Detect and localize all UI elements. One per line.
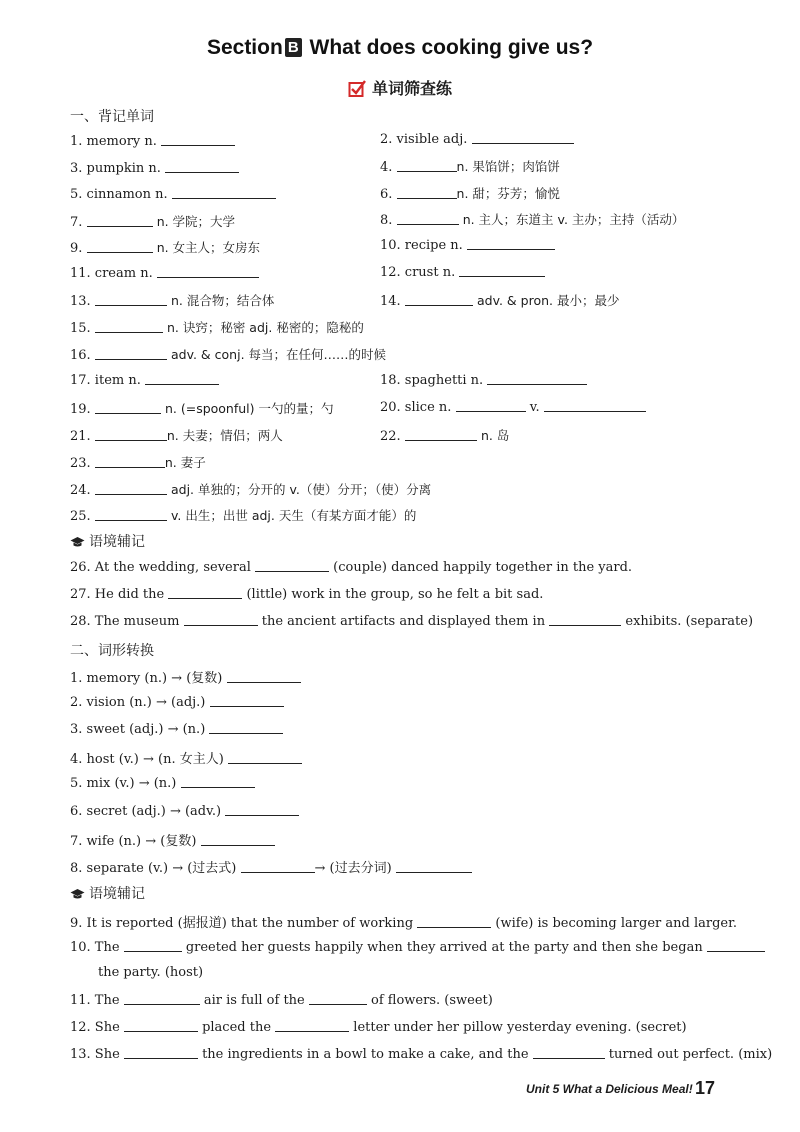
transform-7: 7. wife (n.) → (复数) [70,830,275,849]
item-20: 20. slice n. v. [380,399,646,415]
blank[interactable] [95,455,165,468]
blank[interactable] [467,237,555,250]
graduation-cap-icon [70,888,85,900]
blank[interactable] [209,721,283,734]
transform-8: 8. separate (v.) → (过去式) → (过去分词) [70,857,472,876]
blank[interactable] [309,992,367,1005]
item-2: 2. visible adj. [380,131,574,147]
blank[interactable] [456,399,526,412]
item-17: 17. item n. [70,372,219,388]
blank[interactable] [124,939,182,952]
blank[interactable] [405,293,473,306]
item-4: 4. n. 果馅饼；肉馅饼 [380,159,560,175]
blank[interactable] [124,1046,198,1059]
sentence-10: 10. The greeted her guests happily when they arrived at the party and then she began [70,939,765,955]
transform-5: 5. mix (v.) → (n.) [70,775,255,791]
blank[interactable] [95,320,163,333]
blank[interactable] [459,264,545,277]
sentence-27: 27. He did the (little) work in the group, so he felt a bit sad. [70,587,544,602]
blank[interactable] [168,586,242,599]
graduation-cap-icon [70,536,85,548]
item-21: 21. n. 夫妻；情侣；两人 [70,428,283,444]
blank[interactable] [397,186,457,199]
blank[interactable] [397,159,457,172]
subtitle-text: 单词筛查练 [371,79,452,98]
blank[interactable] [87,240,153,253]
item-19: 19. n. (=spoonful) 一勺的量；勺 [70,401,334,417]
item-3: 3. pumpkin n. [70,160,239,176]
blank[interactable] [417,915,491,928]
blank[interactable] [184,613,258,626]
sentence-28: 28. The museum the ancient artifacts and displayed them in exhibits. (separate) [70,614,754,629]
item-24: 24. adj. 单独的；分开的 v.（使）分开；（使）分离 [70,482,432,498]
page-title [0,36,800,60]
blank[interactable] [227,670,301,683]
checkbox-check-icon [348,80,366,98]
part2-heading: 二、词形转换 [70,643,154,659]
title-prefix: Section [206,36,283,59]
unit-footer: Unit 5 What a Delicious Meal! [526,1082,693,1096]
sentence-11: 11. The air is full of the of flowers. (sweet) [70,993,493,1008]
blank[interactable] [181,775,255,788]
item-25: 25. v. 出生；出世 adj. 天生（有某方面才能）的 [70,508,417,524]
blank[interactable] [275,1019,349,1032]
blank[interactable] [544,399,646,412]
blank[interactable] [405,428,477,441]
transform-2: 2. vision (n.) → (adj.) [70,694,284,710]
context-heading-1: 语境辅记 [70,531,145,551]
blank[interactable] [210,694,284,707]
blank[interactable] [124,992,200,1005]
item-22: 22. n. 岛 [380,428,510,444]
item-9: 9. n. 女主人；女房东 [70,240,261,256]
blank[interactable] [87,214,153,227]
blank[interactable] [95,347,167,360]
blank[interactable] [95,401,161,414]
item-5: 5. cinnamon n. [70,186,276,202]
blank[interactable] [95,482,167,495]
blank[interactable] [472,131,574,144]
item-16: 16. adv. & conj. 每当；在任何……的时候 [70,347,387,363]
transform-4: 4. host (v.) → (n. 女主人) [70,748,302,767]
subtitle [0,76,800,99]
sentence-9: 9. It is reported (据报道) that the number of working (wife) is becoming larger and larger. [70,916,738,931]
blank[interactable] [95,508,167,521]
blank[interactable] [161,133,235,146]
blank[interactable] [225,803,299,816]
item-11: 11. cream n. [70,265,259,281]
transform-3: 3. sweet (adj.) → (n.) [70,721,283,737]
blank[interactable] [165,160,239,173]
item-10: 10. recipe n. [380,237,555,253]
blank[interactable] [228,751,302,764]
section-badge: B [285,38,302,57]
blank[interactable] [549,613,621,626]
blank[interactable] [396,860,472,873]
blank[interactable] [157,265,259,278]
item-23: 23. n. 妻子 [70,455,206,471]
blank[interactable] [172,186,276,199]
blank[interactable] [124,1019,198,1032]
blank[interactable] [201,833,275,846]
item-13: 13. n. 混合物；结合体 [70,293,275,309]
sentence-13: 13. She the ingredients in a bowl to make a cake, and the turned out perfect. (mix) [70,1047,773,1062]
item-15: 15. n. 诀窍；秘密 adj. 秘密的；隐秘的 [70,320,364,336]
blank[interactable] [487,372,587,385]
sentence-12: 12. She placed the letter under her pillow yesterday evening. (secret) [70,1020,687,1035]
item-8: 8. n. 主人；东道主 v. 主办；主持（活动） [380,212,685,228]
blank[interactable] [255,559,329,572]
blank[interactable] [145,372,219,385]
blank[interactable] [397,212,459,225]
item-6: 6. n. 甜；芬芳；愉悦 [380,186,560,202]
blank[interactable] [241,860,315,873]
sentence-10-cont: the party. (host) [98,965,204,980]
transform-6: 6. secret (adj.) → (adv.) [70,803,299,819]
item-18: 18. spaghetti n. [380,372,587,388]
context-heading-2: 语境辅记 [70,883,145,903]
item-7: 7. n. 学院；大学 [70,214,236,230]
blank[interactable] [707,939,765,952]
blank[interactable] [95,293,167,306]
item-1: 1. memory n. [70,133,235,149]
item-14: 14. adv. & pron. 最小；最少 [380,293,620,309]
title-suffix: What does cooking give us? [309,36,594,59]
item-12: 12. crust n. [380,264,545,280]
transform-1: 1. memory (n.) → (复数) [70,667,301,686]
page-number: 17 [695,1078,716,1098]
blank[interactable] [95,428,167,441]
blank[interactable] [533,1046,605,1059]
sentence-26: 26. At the wedding, several (couple) danced happily together in the yard. [70,560,633,575]
part1-heading: 一、背记单词 [70,109,154,125]
